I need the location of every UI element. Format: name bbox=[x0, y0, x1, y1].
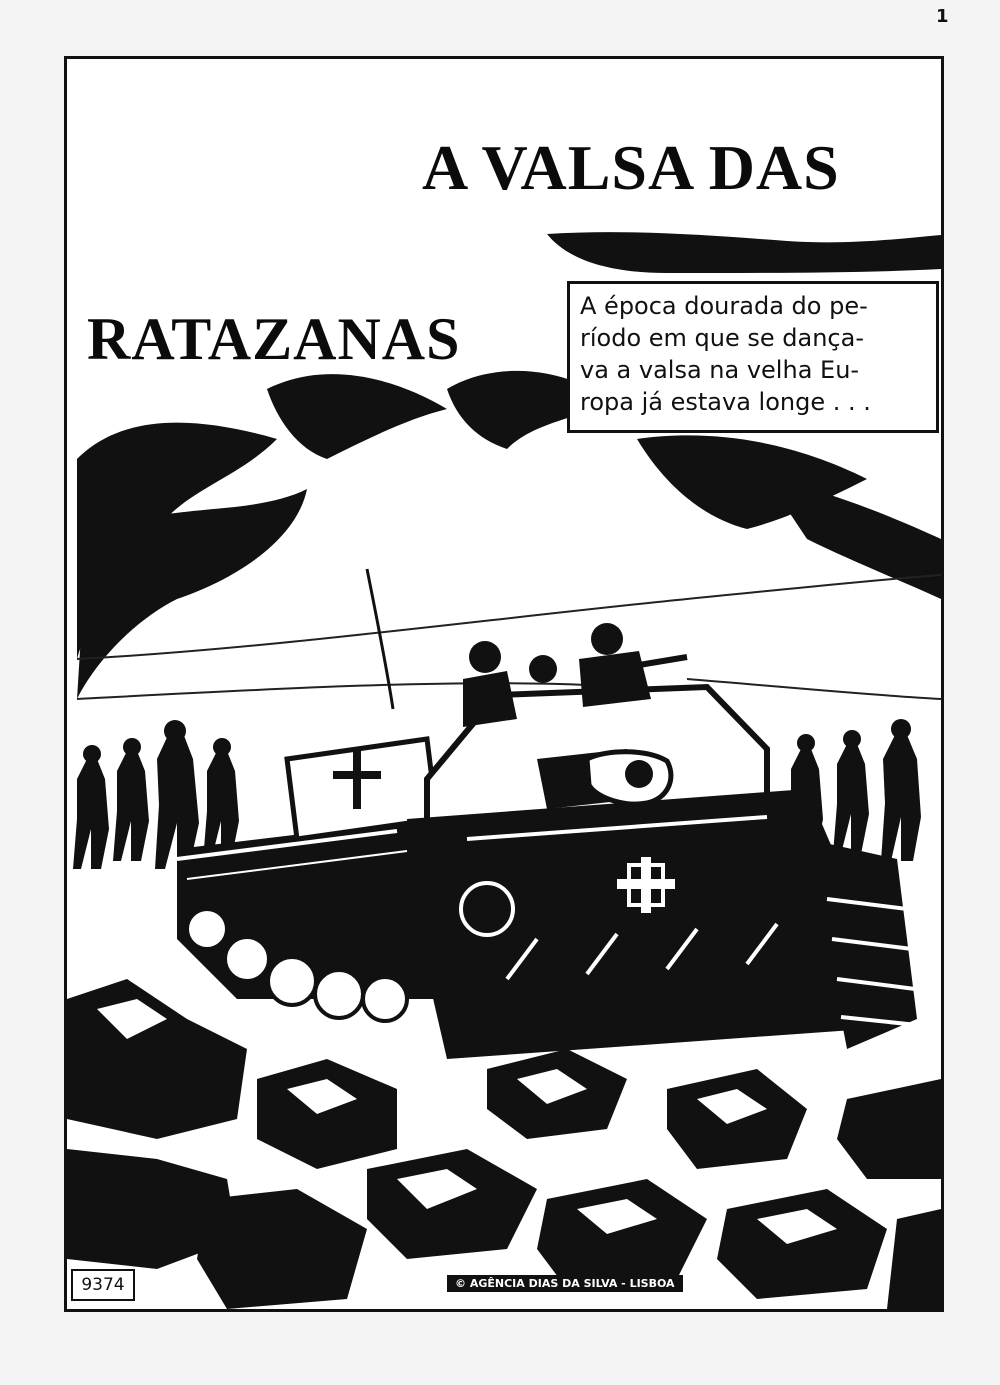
page-number: 1 bbox=[936, 6, 949, 27]
title-line-1: A VALSA DAS bbox=[422, 132, 840, 203]
credit-line: © AGÊNCIA DIAS DA SILVA - LISBOA bbox=[447, 1275, 683, 1292]
horizon-lines bbox=[77, 575, 941, 699]
caption-line: A época dourada do pe- bbox=[580, 292, 868, 320]
caption-line: ropa já estava longe . . . bbox=[580, 388, 871, 416]
caption-line: va a valsa na velha Eu- bbox=[580, 356, 860, 384]
issue-code: 9374 bbox=[71, 1269, 135, 1301]
title-line-2: RATAZANAS bbox=[87, 306, 461, 372]
caption-box bbox=[567, 281, 939, 433]
caption-line: ríodo em que se dança- bbox=[580, 324, 864, 352]
cover-illustration bbox=[67, 59, 941, 1309]
cover-panel bbox=[64, 56, 944, 1312]
